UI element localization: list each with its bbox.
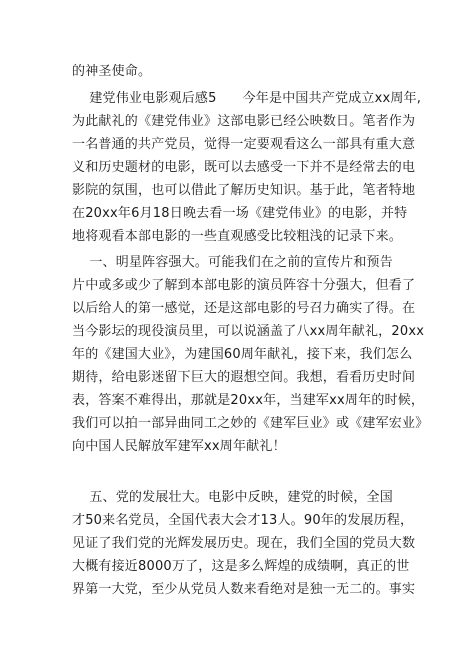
text-line: 在20xx年6月18日晚去看一场《建党伟业》的电影，并特 bbox=[72, 206, 408, 221]
text-line: 一名普通的共产党员，觉得一定要观看这么一部具有重大意 bbox=[72, 137, 416, 152]
text-line: 义和历史题材的电影，既可以去感受一下并不是经常去的电 bbox=[72, 160, 416, 175]
text-line: 一、明星阵容强大。可能我们在之前的宣传片和预告 bbox=[72, 255, 393, 270]
text-line: 期待，给电影迷留下巨大的遐想空间。我想，看看历史时间 bbox=[72, 370, 416, 385]
text-line: 表，答案不难得出，那就是20xx年，当建军xx周年的时候， bbox=[72, 393, 425, 408]
text-line: 大概有接近8000万了，这是多么辉煌的成绩啊，真正的世 bbox=[72, 559, 410, 574]
text-line: 年的《建国大业》，为建国60周年献礼，接下来，我们怎么 bbox=[72, 347, 413, 362]
text-line: 才50来名党员，全国代表大会才13人。90年的发展历程， bbox=[72, 513, 414, 528]
text-line: 当今影坛的现役演员里，可以说涵盖了八xx周年献礼，20xx bbox=[72, 324, 425, 339]
text-line: 我们可以拍一部异曲同工之妙的《建军巨业》或《建军宏业》 bbox=[72, 416, 429, 431]
text-line: 向中国人民解放军建军xx周年献礼！ bbox=[72, 439, 286, 454]
text-line: 为此献礼的《建党伟业》这部电影已经公映数日。笔者作为 bbox=[72, 114, 416, 129]
text-line: 的神圣使命。 bbox=[72, 64, 152, 79]
text-line: 以后给人的第一感觉，还是这部电影的号召力确实了得。在 bbox=[72, 301, 416, 316]
text-line: 建党伟业电影观后感5 今年是中国共产党成立xx周年, bbox=[72, 91, 422, 106]
text-line: 影院的氛围，也可以借此了解历史知识。基于此，笔者特地 bbox=[72, 183, 416, 198]
text-line: 界第一大党，至少从党员人数来看绝对是独一无二的。事实 bbox=[72, 582, 416, 597]
text-line: 五、党的发展壮大。电影中反映，建党的时候，全国 bbox=[72, 490, 393, 505]
text-line: 片中或多或少了解到本部电影的演员阵容十分强大，但看了 bbox=[72, 278, 416, 293]
text-line: 见证了我们党的光辉发展历史。现在，我们全国的党员大数 bbox=[72, 536, 416, 551]
text-line: 地将观看本部电影的一些直观感受比较粗浅的记录下来。 bbox=[72, 229, 403, 244]
